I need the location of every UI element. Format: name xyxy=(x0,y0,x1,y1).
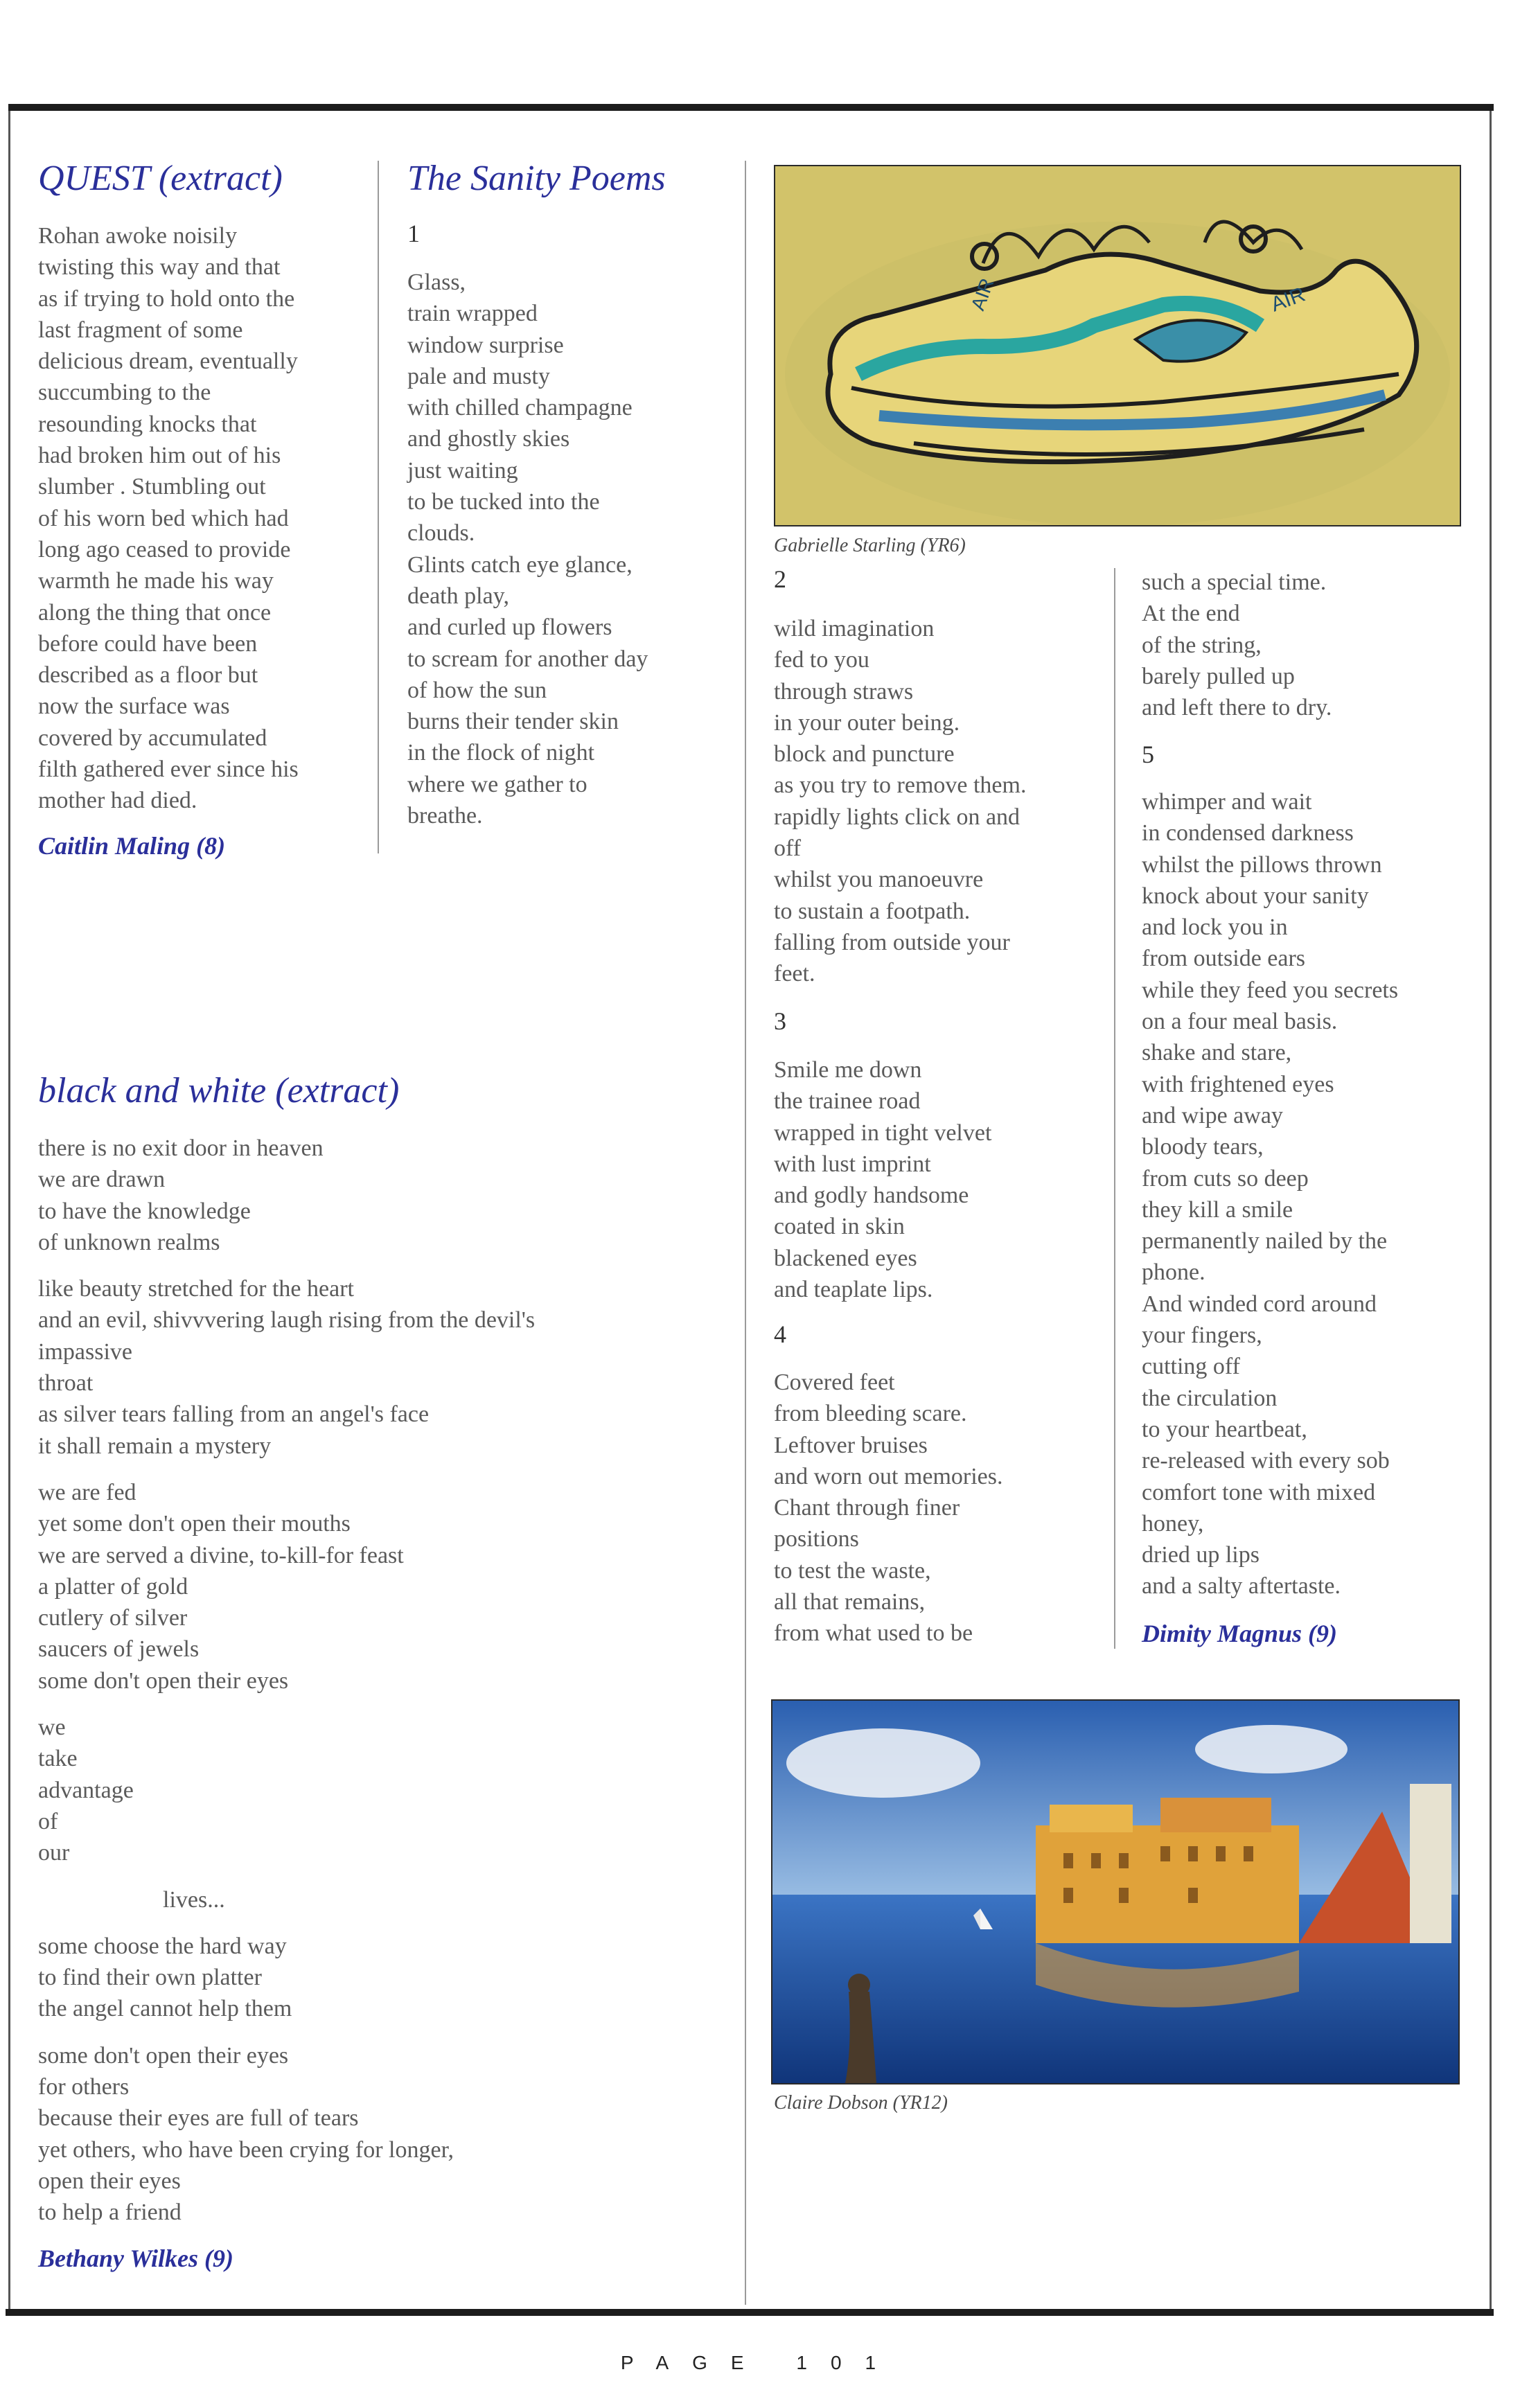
sanity-section-4: Covered feet from bleeding scare. Leftover bruises and worn out memories. Chant through finer positions to test the waste, all that remains, from what used to be xyxy=(774,1370,1003,1647)
sanity-number-4: 4 xyxy=(774,1320,786,1348)
right-frame-line xyxy=(1490,111,1492,2309)
black-white-stanza-1: there is no exit door in heaven we are drawn to have the knowledge of unknown realms xyxy=(38,1135,324,1255)
black-white-stanza-5: lives... xyxy=(163,1886,225,1913)
quest-text: Rohan awoke noisily twisting this way and that as if trying to hold onto the last fragment of some delicious dream, eventually succumbing to the resounding knocks that had broken him out of his slumber . Stumbling out of his worn bed which had long ago ceased to provide warmth he made his way along the thing that once before could have been described as a floor but now the surface was covered by accumulated filth gathered ever since his mother had died. xyxy=(38,223,299,814)
black-white-stanza-7: some don't open their eyes for others because their eyes are full of tears yet others, who have been crying for longer, open their eyes to help a friend xyxy=(38,2042,454,2226)
sanity-number-5: 5 xyxy=(1142,741,1154,768)
black-white-author: Bethany Wilkes (9) xyxy=(38,2244,234,2272)
top-rule xyxy=(8,104,1494,111)
sanity-title: The Sanity Poems xyxy=(407,159,666,198)
black-white-stanza-2: like beauty stretched for the heart and an evil, shivvvering laugh rising from the devil's impassive throat as silver tears falling from an angel's face it shall remain a mystery xyxy=(38,1276,536,1459)
page-number: PAGE 101 xyxy=(620,2352,900,2373)
sanity-number-3: 3 xyxy=(774,1007,786,1035)
sanity-section-1: Glass, train wrapped window surprise pale and musty with chilled champagne and ghostly skies just waiting to be tucked into the clouds. Glints catch eye glance, death play, and curled up flowers to scream for another day of how the sun burns their tender skin in the flock of night where we gather to breathe. xyxy=(407,269,648,829)
shoe-air-label-left: AIR xyxy=(966,275,998,314)
harbour-painting xyxy=(771,1699,1460,2084)
black-white-stanza-6: some choose the hard way to find their own platter the angel cannot help them xyxy=(38,1933,292,2022)
sanity-section-2: wild imagination fed to you through straws in your outer being. block and puncture as you try to remove them. rapidly lights click on and off whilst you manoeuvre to sustain a footpath. falling from outside your feet. xyxy=(774,616,1027,987)
column-divider-2 xyxy=(745,161,746,2305)
sanity-number-1: 1 xyxy=(407,220,420,247)
black-white-stanza-4: we take advantage of our xyxy=(38,1715,134,1866)
sanity-section-5: whimper and wait in condensed darkness whilst the pillows thrown knock about your sanity and lock you in from outside ears while they feed you secrets on a four meal basis. shake and stare, with frightened eyes and wipe away bloody tears, from cuts so deep they kill a smile permanently nailed by the phone. And winded cord around your fingers, cutting off the circulation to your heartbeat, re-released with every sob comfort tone with mixed honey, dried up lips and a salty aftertaste. xyxy=(1142,789,1399,1600)
shoe-caption: Gabrielle Starling (YR6) xyxy=(774,535,966,556)
shoe-air-label-right: AIR xyxy=(1268,283,1309,317)
harbour-caption: Claire Dobson (YR12) xyxy=(774,2092,948,2114)
sanity-author: Dimity Magnus (9) xyxy=(1142,1620,1338,1647)
column-divider-1 xyxy=(378,161,379,853)
sanity-section-3: Smile me down the trainee road wrapped in tight velvet with lust imprint and godly handsome coated in skin blackened eyes and teaplate lips. xyxy=(774,1057,992,1303)
quest-author: Caitlin Maling (8) xyxy=(38,832,226,860)
sanity-number-2: 2 xyxy=(774,565,786,593)
bottom-rule xyxy=(6,2309,1494,2316)
black-white-poem xyxy=(38,1133,535,2273)
black-white-title: black and white (extract) xyxy=(38,1071,400,1110)
black-white-stanza-3: we are fed yet some don't open their mouths we are served a divine, to-kill-for feast a platter of gold cutlery of silver saucers of jewels some don't open their eyes xyxy=(38,1479,404,1694)
quest-title: QUEST (extract) xyxy=(38,159,283,198)
left-frame-line xyxy=(8,111,10,2309)
sanity-section-4-continued: such a special time. At the end of the string, barely pulled up and left there to dry. xyxy=(1142,569,1332,721)
shoe-painting xyxy=(774,165,1461,526)
column-divider-3 xyxy=(1114,568,1115,1649)
